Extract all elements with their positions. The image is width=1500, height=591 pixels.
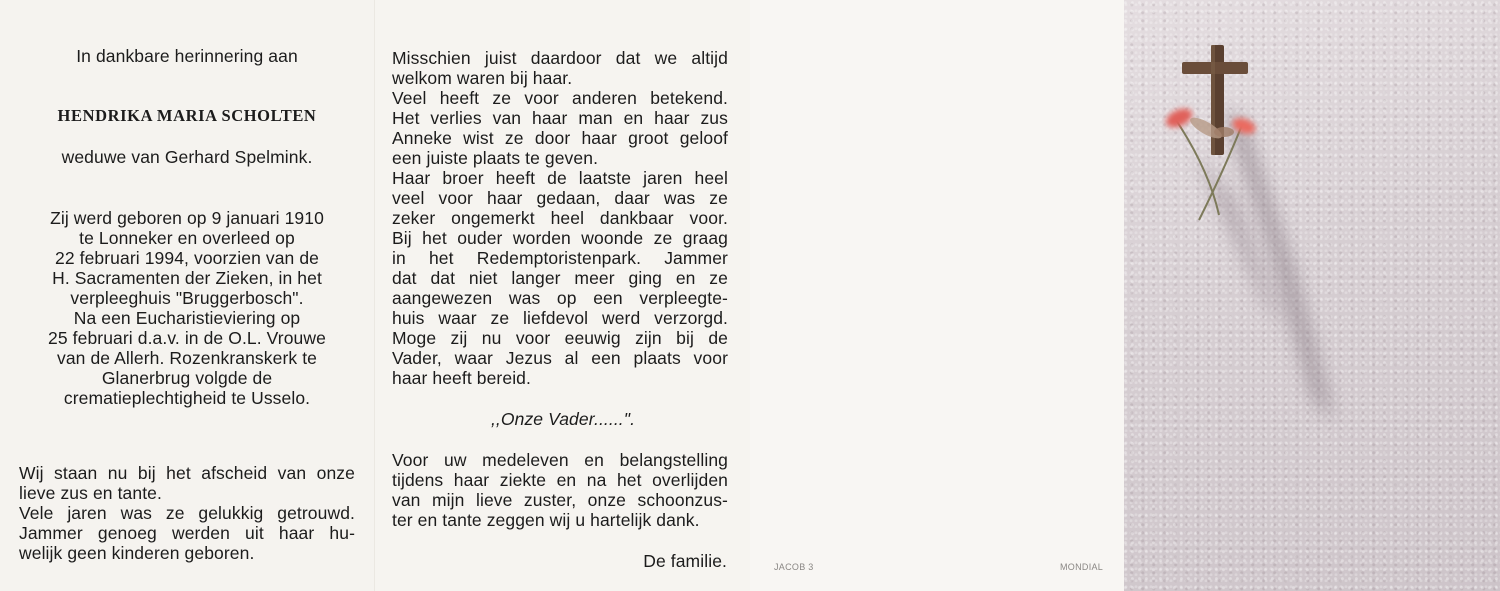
intro-text: In dankbare herinnering aan xyxy=(76,46,298,66)
bio-line: H. Sacramenten der Zieken, in het xyxy=(52,268,322,288)
body-line: Haar broer heeft de laatste jaren heel xyxy=(392,168,728,188)
body-line: zeker ongemerkt heel dankbaar voor. xyxy=(392,208,728,228)
body-line: Het verlies van haar man en haar zus xyxy=(392,108,728,128)
body-line: in het Redemptoristenpark. Jammer xyxy=(392,248,728,268)
bio-line: van de Allerh. Rozenkranskerk te xyxy=(56,348,317,368)
body-line: Misschien juist daardoor dat we altijd xyxy=(392,48,728,68)
deceased-name: HENDRIKA MARIA SCHOLTEN xyxy=(57,106,317,125)
biography xyxy=(0,208,374,408)
print-code-right: MONDIAL xyxy=(1060,562,1104,572)
prayer-text: ,,Onze Vader......". xyxy=(490,409,636,429)
panel-blank xyxy=(750,0,1124,591)
body-line: Bij het ouder worden woonde ze graag xyxy=(392,228,728,248)
farewell-paragraph xyxy=(19,463,355,563)
panel-middle xyxy=(374,0,750,591)
shadow-icon xyxy=(1194,110,1334,420)
farewell-line: Wij staan nu bij het afscheid van onze xyxy=(19,463,355,483)
body-line: Veel heeft ze voor anderen betekend. xyxy=(392,88,728,108)
bio-line: Na een Eucharistieviering op xyxy=(73,308,301,328)
thanks-line: tijdens haar ziekte en na het overlijden xyxy=(392,470,728,490)
body-line: Moge zij nu voor eeuwig zijn bij de xyxy=(392,328,728,348)
panel-left xyxy=(0,0,374,591)
farewell-line: Jammer genoeg werden uit haar hu- xyxy=(19,523,355,543)
body-line: dat dat niet langer meer ging en ze xyxy=(392,268,728,288)
print-code-left: JACOB 3 xyxy=(774,562,814,572)
body-line: haar heeft bereid. xyxy=(392,368,531,388)
thanks-line: ter en tante zeggen wij u hartelijk dank. xyxy=(392,510,700,530)
signature: De familie. xyxy=(643,551,727,571)
body-line: Vader, waar Jezus al een plaats voor xyxy=(392,348,728,368)
widow-text: weduwe van Gerhard Spelmink. xyxy=(61,147,313,167)
bio-line: Glanerbrug volgde de xyxy=(101,368,273,388)
bio-line: 22 februari 1994, voorzien van de xyxy=(54,248,320,268)
bio-line: Zij werd geboren op 9 januari 1910 xyxy=(50,208,324,228)
bio-line: te Lonneker en overleed op xyxy=(79,228,295,248)
body-paragraph xyxy=(392,48,728,388)
body-line: Anneke wist ze door haar groot geloof xyxy=(392,128,728,148)
body-line: veel voor haar gedaan, daar was ze xyxy=(392,188,728,208)
body-line: een juiste plaats te geven. xyxy=(392,148,599,168)
cross-image xyxy=(1124,0,1500,591)
farewell-line: Vele jaren was ze gelukkig getrouwd. xyxy=(19,503,355,523)
bio-line: 25 februari d.a.v. in de O.L. Vrouwe xyxy=(48,328,326,348)
farewell-line: lieve zus en tante. xyxy=(19,483,162,503)
panel-photo xyxy=(1124,0,1500,591)
bio-line: verpleeghuis "Bruggerbosch". xyxy=(70,288,304,308)
thanks-paragraph xyxy=(392,450,728,530)
body-line: huis waar ze liefdevol werd verzorgd. xyxy=(392,308,728,328)
farewell-line: welijk geen kinderen geboren. xyxy=(19,543,255,563)
body-line: aangewezen was op een verpleegte- xyxy=(392,288,728,308)
thanks-line: Voor uw medeleven en belangstelling xyxy=(392,450,728,470)
bio-line: crematieplechtigheid te Usselo. xyxy=(63,388,311,408)
thanks-line: van mijn lieve zuster, onze schoonzus- xyxy=(392,490,728,510)
body-line: welkom waren bij haar. xyxy=(392,68,573,88)
